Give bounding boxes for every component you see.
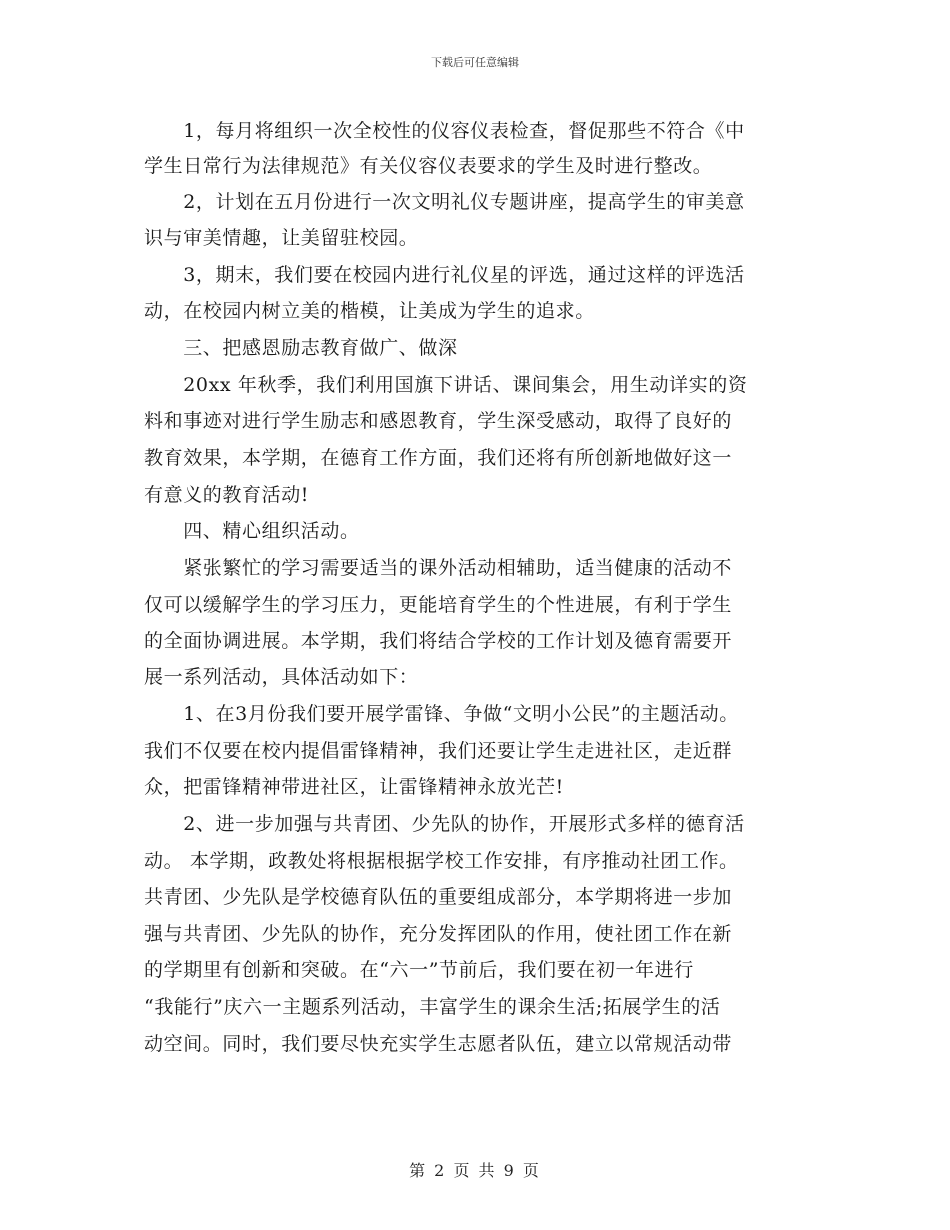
text-line: 展一系列活动，具体活动如下：	[144, 666, 419, 688]
text-line: 20xx 年秋季，我们利用国旗下讲话、课间集会，用生动详实的资	[144, 374, 748, 396]
text-line: 动，在校园内树立美的楷模，让美成为学生的追求。	[144, 300, 595, 322]
text-line: 学生日常行为法律规范》有关仪容仪表要求的学生及时进行整改。	[144, 155, 713, 177]
text-line: 料和事迹对进行学生励志和感恩教育，学生深受感动，取得了良好的	[144, 410, 733, 432]
text-line: 2，计划在五月份进行一次文明礼仪专题讲座，提高学生的审美意	[144, 191, 745, 213]
text-line: 动空间。同时，我们要尽快充实学生志愿者队伍，建立以常规活动带	[144, 1033, 733, 1055]
text-line: 强与共青团、少先队的协作，充分发挥团队的作用，使社团工作在新	[144, 923, 733, 945]
text-line: 识与审美情趣，让美留驻校园。	[144, 227, 419, 249]
text-line: 紧张繁忙的学习需要适当的课外活动相辅助，适当健康的活动不	[144, 557, 733, 579]
text-line: 的学期里有创新和突破。在“六一”节前后，我们要在初一年进行	[144, 959, 694, 981]
text-line: 我们不仅要在校内提倡雷锋精神，我们还要让学生走进社区，走近群	[144, 740, 733, 762]
section-heading: 三、把感恩励志教育做广、做深	[144, 337, 458, 359]
text-line: 的全面协调进展。本学期，我们将结合学校的工作计划及德育需要开	[144, 630, 733, 652]
text-line: 1，每月将组织一次全校性的仪容仪表检查，督促那些不符合《中	[144, 120, 745, 142]
text-line: 1、在3月份我们要开展学雷锋、争做“文明小公民”的主题活动。	[144, 703, 739, 725]
text-line: 有意义的教育活动!	[144, 484, 310, 506]
section-heading: 四、精心组织活动。	[144, 520, 360, 542]
text-line: 共青团、少先队是学校德育队伍的重要组成部分，本学期将进一步加	[144, 886, 733, 908]
text-line: 教育效果，本学期，在德育工作方面，我们还将有所创新地做好这一	[144, 447, 733, 469]
text-line: 动。 本学期，政教处将根据根据学校工作安排，有序推动社团工作。	[144, 850, 739, 872]
page-header: 下载后可任意编辑	[431, 56, 519, 69]
text-line: 2、进一步加强与共青团、少先队的协作，开展形式多样的德育活	[144, 813, 745, 835]
text-line: 3，期末，我们要在校园内进行礼仪星的评选，通过这样的评选活	[144, 264, 745, 286]
text-line: 众，把雷锋精神带进社区，让雷锋精神永放光芒!	[144, 776, 564, 798]
text-line: “我能行”庆六一主题系列活动，丰富学生的课余生活;拓展学生的活	[144, 996, 721, 1018]
text-line: 仅可以缓解学生的学习压力，更能培育学生的个性进展，有利于学生	[144, 594, 733, 616]
page-footer: 第 2 页 共 9 页	[409, 1161, 541, 1180]
